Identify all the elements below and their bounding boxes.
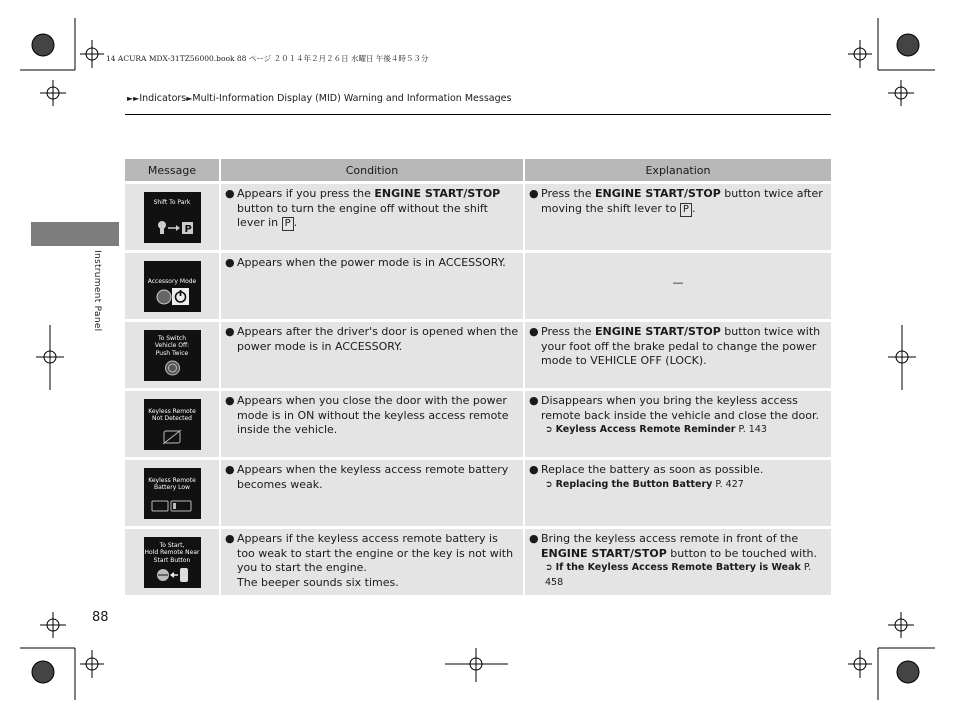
- explanation-cell: ● Press the ENGINE START/STOP button twice after moving the shift lever to P .: [525, 184, 831, 250]
- reference-arrow-icon: ➲: [545, 563, 553, 573]
- cross-reference-link[interactable]: ➲ Replacing the Button Battery P. 427: [545, 478, 744, 490]
- screen-text: Battery Low: [154, 484, 190, 491]
- breadcrumb-mid-messages: Multi-Information Display (MID) Warning and Information Messages: [192, 93, 512, 104]
- screen-text: Keyless Remote: [148, 407, 196, 415]
- screen-text: Not Detected: [152, 415, 192, 422]
- mid-screen-remote-not-detected: [144, 399, 201, 450]
- table-row: [125, 322, 831, 388]
- table-header-row: [125, 159, 831, 181]
- chapter-label: Instrument Panel: [92, 250, 102, 332]
- screen-text: To Switch: [157, 334, 187, 342]
- header-explanation: Explanation: [525, 159, 831, 181]
- header-rule: [125, 114, 831, 115]
- screen-text: Push Twice: [155, 349, 189, 357]
- reference-arrow-icon: ➲: [545, 479, 553, 490]
- table-row: [125, 391, 831, 457]
- screen-text: Accessory Mode: [147, 277, 197, 285]
- condition-cell: ● Appears when the keyless access remote battery becomes weak.: [221, 460, 525, 526]
- mid-screen-accessory-mode: [144, 261, 201, 312]
- message-cell: [125, 460, 221, 526]
- table-row: [125, 529, 831, 595]
- mid-screen-hold-remote: [144, 537, 201, 588]
- mid-screen-battery-low: [144, 468, 201, 519]
- message-cell: [125, 322, 221, 388]
- message-cell: [125, 184, 221, 250]
- battery-icon: [144, 497, 201, 515]
- shift-to-park-icon: [144, 217, 201, 239]
- header-condition: Condition: [221, 159, 525, 181]
- condition-cell: ● Appears if the keyless access remote battery is too weak to start the engine or the key is not with you to start the engine. The beeper sounds six times.: [221, 529, 525, 595]
- condition-cell: ● Appears when you close the door with the power mode is in ON without the keyless access remote inside the vehicle.: [221, 391, 525, 457]
- condition-cell: ● Appears when the power mode is in ACCESSORY.: [221, 253, 525, 319]
- screen-text: Shift To Park: [153, 198, 191, 206]
- screen-text: Vehicle Off:: [154, 342, 190, 349]
- breadcrumb-arrows: ►►: [127, 94, 140, 103]
- print-header-line: 14 ACURA MDX-31TZ56000.book 88 ページ ２０１４年２月２６日 水曜日 午後４時５３分: [106, 54, 429, 63]
- mid-messages-table: [125, 156, 831, 598]
- remote-to-start-button-icon: [144, 566, 201, 584]
- explanation-cell: ● Press the ENGINE START/STOP button twice with your foot off the brake pedal to change the power mode to VEHICLE OFF (LOCK).: [525, 322, 831, 388]
- breadcrumb: [127, 93, 511, 104]
- message-cell: [125, 253, 221, 319]
- breadcrumb-indicators-link[interactable]: Indicators: [139, 93, 187, 104]
- reference-arrow-icon: ➲: [545, 425, 553, 435]
- svg-text:P: P: [184, 223, 192, 235]
- start-button-icon: [144, 359, 201, 377]
- key-p-box: P: [680, 203, 692, 217]
- mid-screen-push-twice: [144, 330, 201, 381]
- message-cell: [125, 391, 221, 457]
- table-row: [125, 460, 831, 526]
- no-explanation-dash: —: [672, 276, 684, 289]
- power-button-icon: [144, 286, 201, 308]
- cross-reference-link[interactable]: ➲ If the Keyless Access Remote Battery is Weak P. 458: [545, 562, 812, 588]
- key-p-box: P: [282, 217, 294, 231]
- mid-screen-shift-to-park: [144, 192, 201, 243]
- condition-cell: ● Appears after the driver's door is opened when the power mode is in ACCESSORY.: [221, 322, 525, 388]
- cross-reference-link[interactable]: ➲ Keyless Access Remote Reminder P. 143: [545, 424, 767, 435]
- table-row: [125, 184, 831, 250]
- screen-text: Keyless Remote: [148, 476, 196, 484]
- header-message: Message: [125, 159, 221, 181]
- page-number: 88: [92, 610, 109, 625]
- explanation-cell: ● Bring the keyless access remote in front of the ENGINE START/STOP button to be touched with. ➲ If the Keyless Access Remote Battery is Weak P. 458: [525, 529, 831, 595]
- explanation-cell: [525, 253, 831, 319]
- key-fob-crossed-icon: [144, 428, 201, 446]
- message-cell: [125, 529, 221, 595]
- table-row: [125, 253, 831, 319]
- explanation-cell: ● Replace the battery as soon as possible. ➲ Replacing the Button Battery P. 427: [525, 460, 831, 526]
- screen-text: Hold Remote Near: [144, 549, 200, 556]
- screen-text: Start Button: [153, 556, 191, 564]
- condition-cell: ● Appears if you press the ENGINE START/STOP button to turn the engine off without the shift lever in P .: [221, 184, 525, 250]
- breadcrumb-separator: ►: [186, 94, 193, 103]
- explanation-cell: ● Disappears when you bring the keyless access remote back inside the vehicle and close the door. ➲ Keyless Access Remote Reminder P. 143: [525, 391, 831, 457]
- chapter-tab: [31, 222, 119, 246]
- screen-text: To Start,: [159, 541, 185, 549]
